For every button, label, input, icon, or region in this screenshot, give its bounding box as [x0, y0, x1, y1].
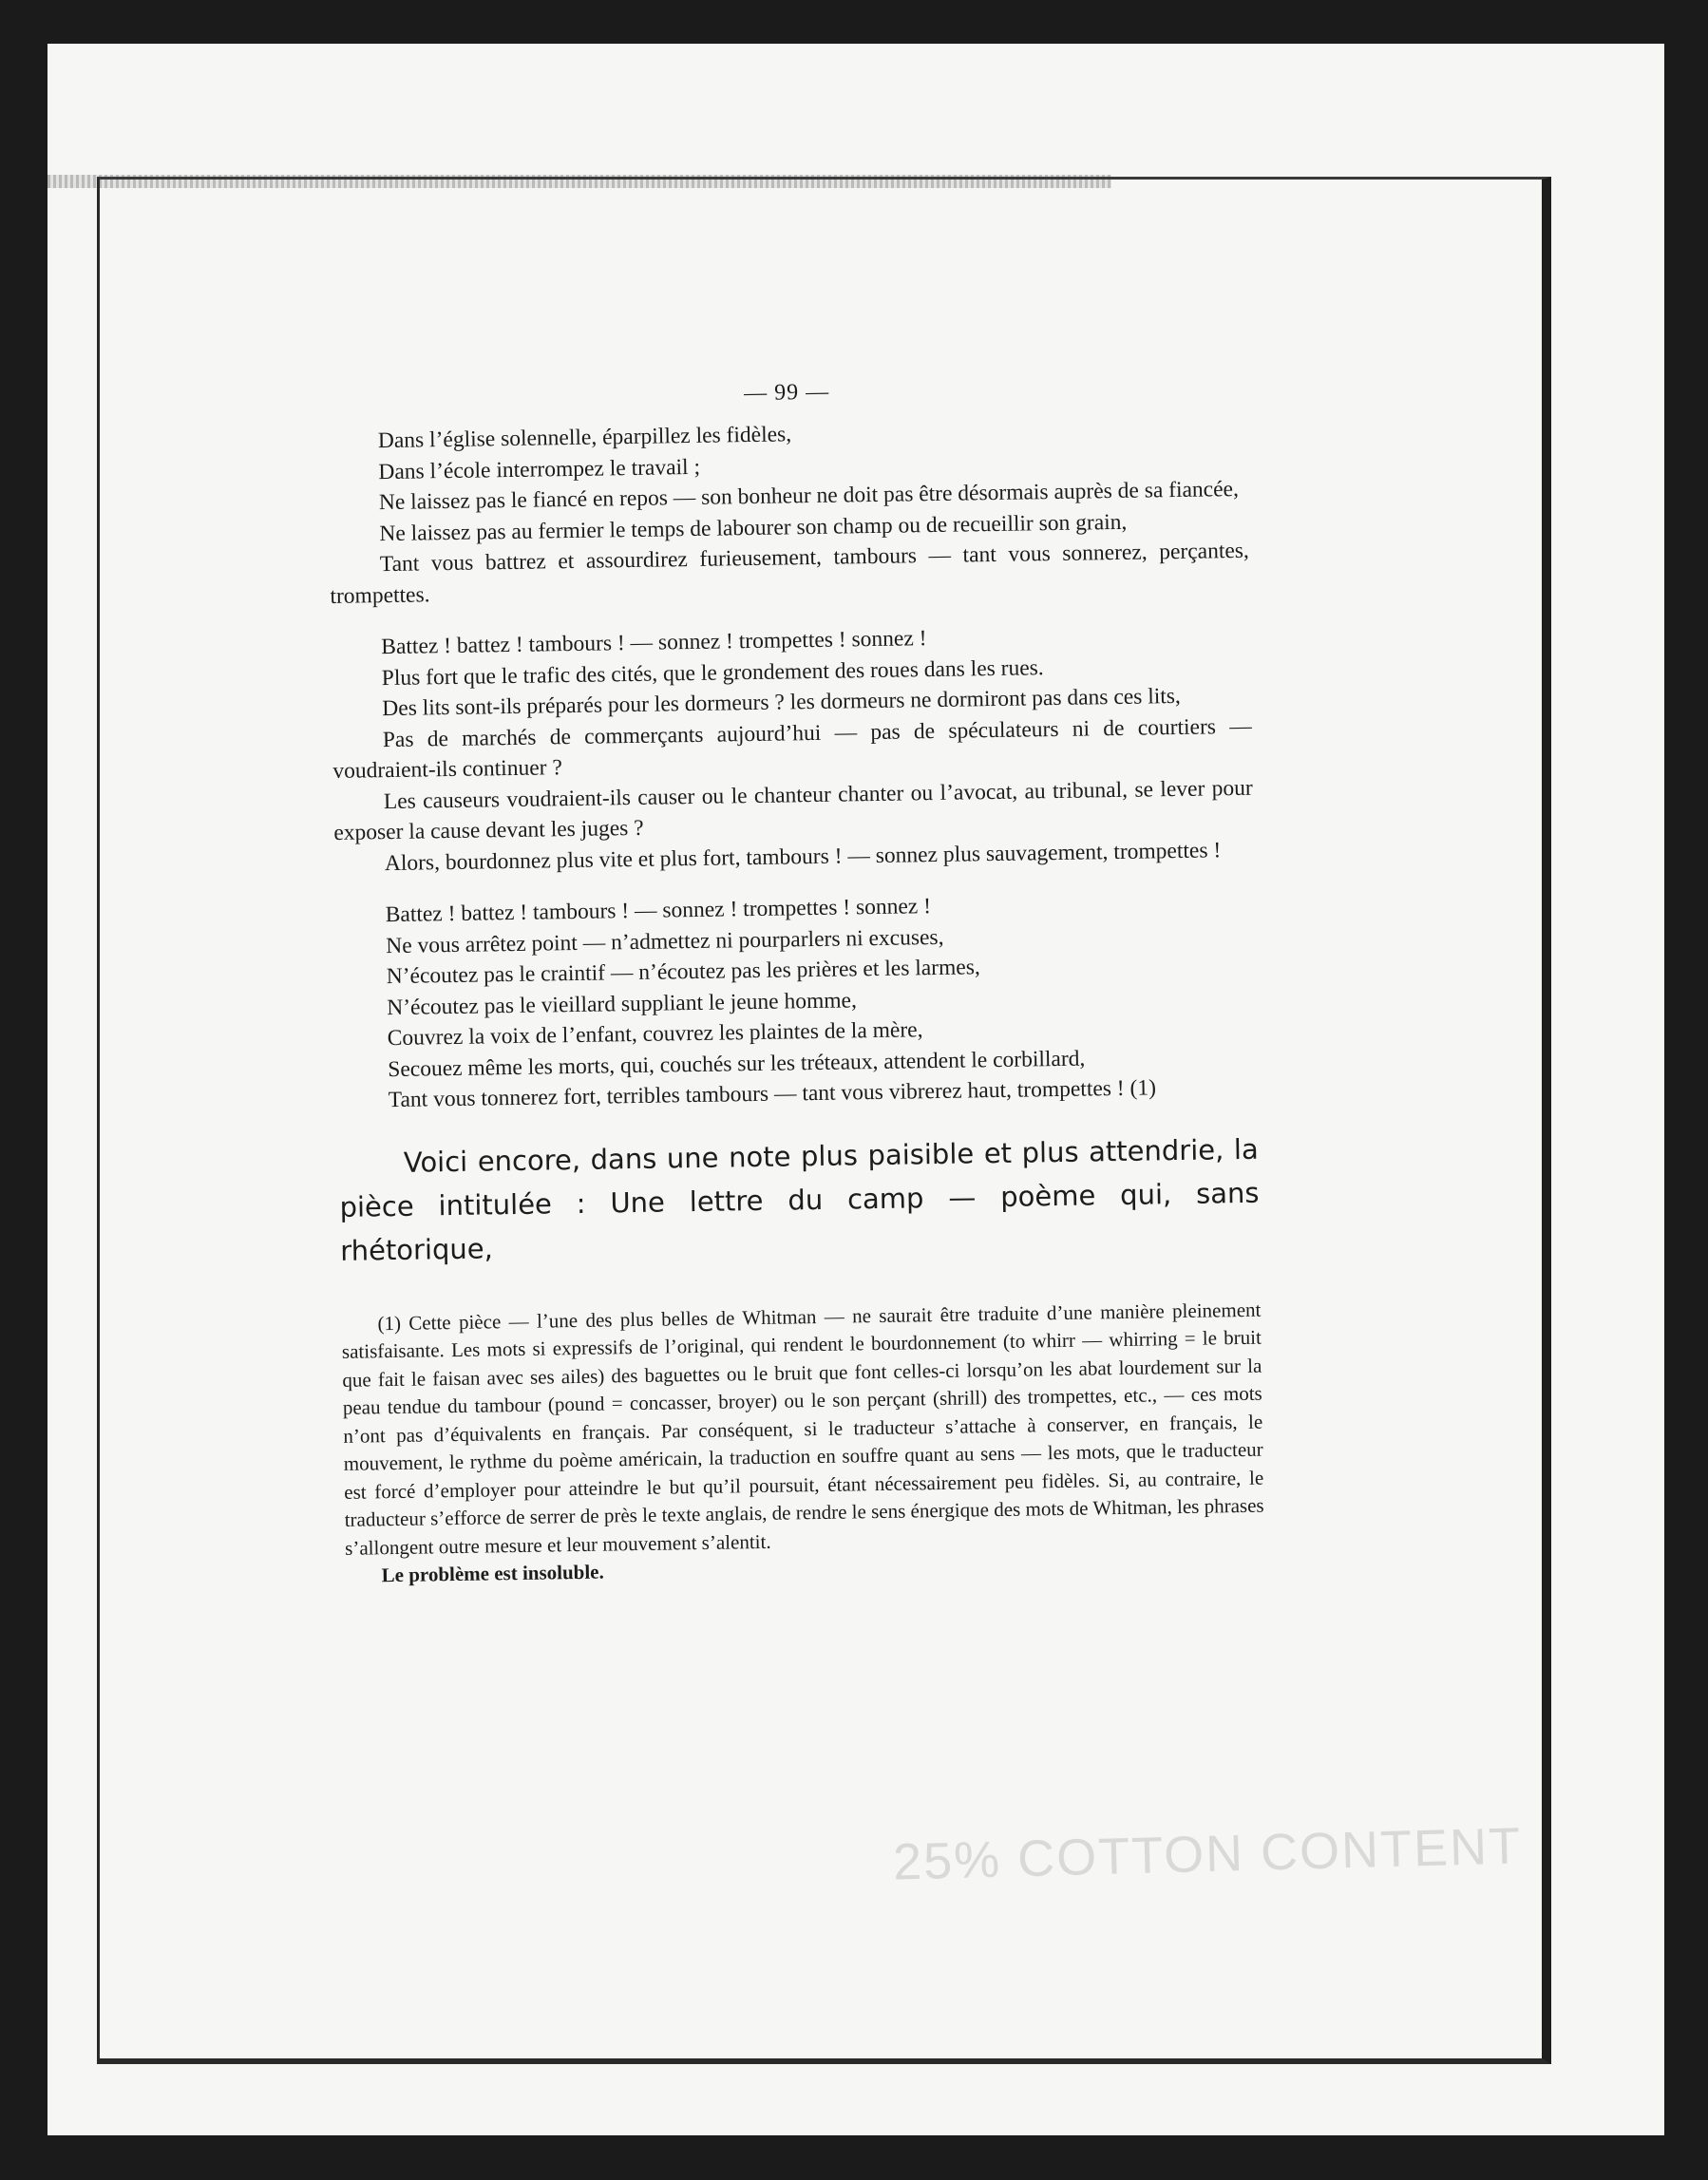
verse-line: Plus fort que le trafic des cités, que le grondement des roues dans les rues. — [381, 654, 1044, 691]
footnote-text: (1) Cette pièce — l’une des plus belles de Whitman — ne saurait être traduite d’une manière pleinement satisfaisante. Les mots si expressifs de l’original, qui rendent le bourdonnement (to whirr — whirring = le bruit que fait le faisan avec ses ailes) des baguettes ou le bruit que font celles-ci lorsqu’on les abat lourdement sur la peau tendue du tambour (pound = concasser, broyer) ou le son perçant (shrill) des trompettes, etc., — ces mots n’ont pas d’équivalents en français. Par conséquent, si le traducteur s’attache à conserver, en français, le mouvement, le rythme du poème américain, la traduction en souffre quant au sens — les mots, que le traducteur est forcé d’employer pour atteindre le but qu’il poursuit, étant nécessairement peu fidèles. Si, au contraire, le traducteur s’efforce de serrer de près le texte anglais, de rendre le sens énergique des mots de Whitman, les phrases s’allongent outre mesure et leur mouvement s’alentit. — [341, 1298, 1264, 1560]
verse-line: N’écoutez pas le craintif — n’écoutez pas les prières et les larmes, — [386, 955, 980, 990]
verse-line: Ne laissez pas le fiancé en repos — son bonheur ne doit pas être désormais auprès de sa fiancée, — [378, 476, 1240, 516]
verse-line: Battez ! battez ! tambours ! — sonnez ! trompettes ! sonnez ! — [381, 626, 927, 660]
paper-watermark: 25% COTTON CONTENT — [892, 1817, 1523, 1891]
footnote-conclusion: Le problème est insoluble. — [381, 1560, 604, 1587]
verse-line: Ne laissez pas au fermier le temps de labourer son champ ou de recueillir son grain, — [379, 509, 1128, 546]
footnote — [341, 1296, 1265, 1590]
page-content — [327, 373, 1265, 1591]
verse-line: Couvrez la voix de l’enfant, couvrez les plaintes de la mère, — [387, 1017, 923, 1052]
verse-line: Tant vous battrez et assourdirez furieusement, tambours — tant vous sonnerez, perçantes, trompettes. — [330, 538, 1250, 609]
verse-line: N’écoutez pas le vieillard suppliant le jeune homme, — [387, 987, 858, 1020]
prose-paragraph — [338, 1127, 1260, 1272]
stanza-2 — [331, 618, 1254, 880]
prose-line: Voici encore, dans une note plus paisible et plus attendrie, la pièce intitulée : Une lettre du camp — poème qui, sans rhétorique, — [339, 1132, 1260, 1267]
verse-line: Pas de marchés de commerçants aujourd’hui — pas de spéculateurs ni de courtiers — voudraient-ils continuer ? — [332, 713, 1252, 784]
verse-line: Les causeurs voudraient-ils causer ou le chanteur chanter ou l’avocat, au tribunal, se lever pour exposer la cause devant les juges ? — [333, 775, 1253, 845]
verse-line: Des lits sont-ils préparés pour les dormeurs ? les dormeurs ne dormiront pas dans ces lits, — [382, 683, 1182, 722]
verse-line: Dans l’école interrompez le travail ; — [378, 454, 701, 484]
verse-line: Battez ! battez ! tambours ! — sonnez ! trompettes ! sonnez ! — [385, 894, 932, 928]
verse-line: Ne vous arrêtez point — n’admettez ni pourparlers ni excuses, — [386, 924, 944, 958]
page-number: — 99 — — [743, 379, 830, 407]
verse-line: Alors, bourdonnez plus vite et plus fort, tambours ! — sonnez plus sauvagement, trompettes ! — [384, 837, 1222, 876]
verse-line: Tant vous tonnerez fort, terribles tambours — tant vous vibrerez haut, trompettes ! (1) — [388, 1075, 1157, 1113]
verse-line: Dans l’église solennelle, éparpillez les fidèles, — [377, 422, 792, 454]
verse-line: Secouez même les morts, qui, couchés sur les tréteaux, attendent le corbillard, — [388, 1046, 1086, 1082]
stanza-3 — [334, 886, 1257, 1117]
stanza-1 — [328, 412, 1250, 612]
